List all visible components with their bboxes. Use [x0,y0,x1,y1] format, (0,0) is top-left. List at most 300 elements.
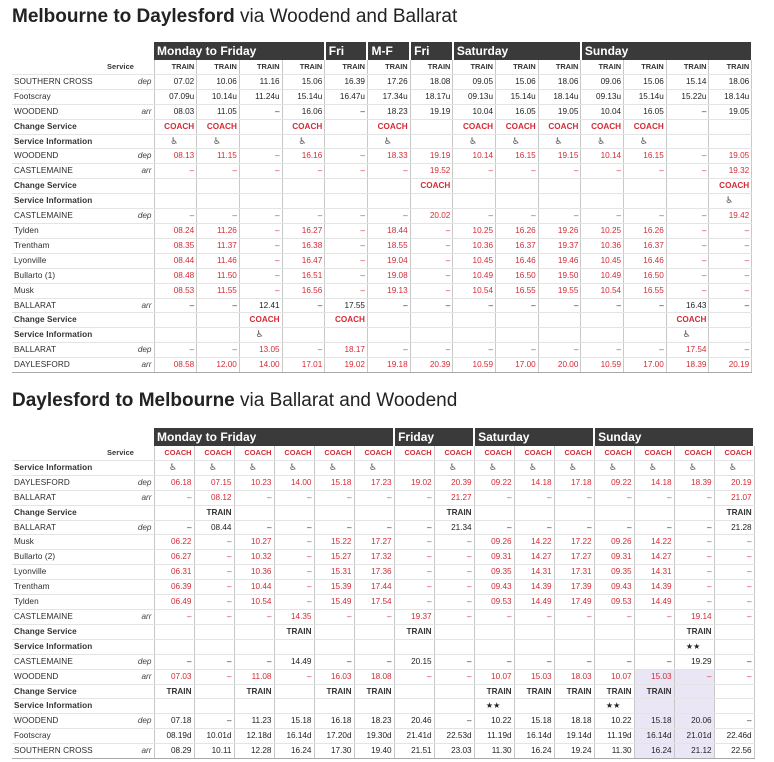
dep-arr-label [136,624,154,639]
time-cell: 17.32 [354,550,394,565]
time-cell: 18.39 [666,358,709,373]
service-info [709,328,752,343]
time-cell: – [624,164,667,179]
time-cell: – [714,669,754,684]
time-cell: 12.28 [234,744,274,759]
service-info [354,699,394,714]
time-cell: 08.48 [154,268,197,283]
time-cell: – [154,520,194,535]
stop-name: Service Information [12,699,136,714]
service-info [154,639,194,654]
stop-name: Bullarto (2) [12,550,136,565]
stop-name: BALLARAT [12,298,136,313]
change-service [709,119,752,134]
time-cell: 15.49 [314,595,354,610]
change-service: TRAIN [674,624,714,639]
time-cell: 22.56 [714,744,754,759]
time-cell: 17.36 [354,565,394,580]
wheelchair-accessible-icon: ♿ [282,134,325,149]
service-mode: TRAIN [325,60,368,74]
time-cell: 09.53 [474,595,514,610]
dep-arr-label [136,60,154,74]
change-service [194,624,234,639]
change-service [554,505,594,520]
timetable-row [12,179,752,194]
time-cell: 20.15 [394,654,434,669]
day-header: Sunday [594,428,754,446]
service-info [709,134,752,149]
stop-name: BALLARAT [12,343,136,358]
wheelchair-accessible-icon: ♿ [154,134,197,149]
time-cell: 18.17u [410,89,453,104]
dep-arr-label [136,639,154,654]
timetable-row [12,699,754,714]
time-cell: 16.26 [496,223,539,238]
service-info [496,328,539,343]
time-cell: – [581,343,624,358]
time-cell: – [674,580,714,595]
time-cell: 16.15 [624,149,667,164]
time-cell: 09.26 [474,535,514,550]
time-cell: 11.37 [197,238,240,253]
change-service: COACH [154,119,197,134]
time-cell: 08.24 [154,223,197,238]
time-cell: 10.59 [581,358,624,373]
timetable-row [12,89,752,104]
time-cell: – [594,654,634,669]
change-service [538,313,581,328]
day-header: Saturday [474,428,594,446]
service-mode: COACH [234,446,274,460]
time-cell: 16.27 [282,223,325,238]
stop-name: Service [12,446,136,460]
time-cell: 10.54 [453,283,496,298]
service-info [581,194,624,209]
stop-name: Service Information [12,328,136,343]
stop-name: WOODEND [12,669,136,684]
wheelchair-accessible-icon: ♿ [434,460,474,475]
time-cell: – [274,520,314,535]
time-cell: 11.05 [197,104,240,119]
service-info [274,639,314,654]
time-cell: – [194,550,234,565]
time-cell: – [314,609,354,624]
time-cell: 16.46 [624,253,667,268]
change-service [514,624,554,639]
time-cell: – [194,669,234,684]
time-cell: 10.49 [581,268,624,283]
time-cell: – [709,298,752,313]
change-service [496,313,539,328]
service-info [594,639,634,654]
time-cell: 15.27 [314,550,354,565]
service-mode: TRAIN [624,60,667,74]
change-service: TRAIN [594,684,634,699]
time-cell: 17.30 [314,744,354,759]
wheelchair-accessible-icon: ♿ [234,460,274,475]
time-cell: 14.49 [634,595,674,610]
time-cell: – [197,164,240,179]
time-cell: 17.27 [354,535,394,550]
time-cell: 17.55 [325,298,368,313]
change-service [154,179,197,194]
service-mode: COACH [274,446,314,460]
time-cell: 15.06 [282,74,325,89]
service-info [154,328,197,343]
time-cell: – [239,283,282,298]
time-cell: 08.03 [154,104,197,119]
time-cell: – [496,343,539,358]
dep-arr-label [136,565,154,580]
service-mode: TRAIN [367,60,410,74]
time-cell: 21.51 [394,744,434,759]
timetable-row [12,639,754,654]
stop-name: CASTLEMAINE [12,209,136,224]
service-mode: TRAIN [282,60,325,74]
time-cell: 18.03 [554,669,594,684]
time-cell: 19.26 [538,223,581,238]
timetable-row [12,729,754,744]
time-cell: 16.37 [496,238,539,253]
time-cell: – [354,520,394,535]
timetable-row [12,283,752,298]
time-cell: – [194,714,234,729]
service-info [514,639,554,654]
service-info [538,328,581,343]
day-header: M-F [367,42,410,60]
time-cell: 15.22u [666,89,709,104]
time-cell: – [194,595,234,610]
time-cell: 16.47 [282,253,325,268]
timetable-row [12,490,754,505]
stop-name: Change Service [12,684,136,699]
dep-arr-label: dep [136,343,154,358]
time-cell: 17.44 [354,580,394,595]
time-cell: 16.05 [624,104,667,119]
time-cell: 09.35 [594,565,634,580]
change-service [554,624,594,639]
service-info [394,699,434,714]
time-cell: – [194,565,234,580]
time-cell: – [282,164,325,179]
time-cell: 16.47u [325,89,368,104]
time-cell: – [239,149,282,164]
time-cell: 15.03 [514,669,554,684]
time-cell: – [666,283,709,298]
time-cell: 16.50 [624,268,667,283]
time-cell: 17.00 [624,358,667,373]
change-service [354,505,394,520]
stop-name: CASTLEMAINE [12,164,136,179]
service-mode: TRAIN [581,60,624,74]
time-cell: 15.14u [624,89,667,104]
time-cell: 10.45 [581,253,624,268]
service-info [634,639,674,654]
time-cell: – [434,535,474,550]
time-cell: – [434,654,474,669]
time-cell: – [634,609,674,624]
time-cell: 20.02 [410,209,453,224]
time-cell: 07.03 [154,669,194,684]
time-cell: – [367,164,410,179]
change-service: TRAIN [234,684,274,699]
timetable-row [12,550,754,565]
time-cell: – [234,654,274,669]
time-cell: – [274,669,314,684]
time-cell: 09.05 [453,74,496,89]
dep-arr-label [136,684,154,699]
service-info [154,194,197,209]
time-cell: 15.03 [634,669,674,684]
time-cell: 16.39 [325,74,368,89]
time-cell: 10.14u [197,89,240,104]
timetable-row [12,328,752,343]
time-cell: 07.09u [154,89,197,104]
time-cell: – [709,253,752,268]
time-cell: 19.19 [410,149,453,164]
change-service [154,505,194,520]
change-service: TRAIN [274,624,314,639]
time-cell: 16.14d [514,729,554,744]
time-cell: 10.25 [453,223,496,238]
time-cell: 09.06 [581,74,624,89]
service-info [282,328,325,343]
stop-name: CASTLEMAINE [12,654,136,669]
header-blank [12,42,154,60]
change-service [594,505,634,520]
timetable-row [12,60,752,74]
day-header: Friday [394,428,474,446]
table1-title-main: Melbourne to Daylesford [12,6,235,27]
time-cell: 14.22 [634,535,674,550]
time-cell: 18.08 [410,74,453,89]
time-cell: – [581,298,624,313]
wheelchair-accessible-icon: ♿ [514,460,554,475]
table2-title-main: Daylesford to Melbourne [12,390,235,411]
table1-title-via: via Woodend and Ballarat [234,6,458,27]
timetable-1 [12,42,753,373]
time-cell: – [367,209,410,224]
service-info [634,699,674,714]
time-cell: 15.22 [314,535,354,550]
service-mode: COACH [354,446,394,460]
time-cell: 10.07 [474,669,514,684]
change-service: COACH [239,313,282,328]
time-cell: – [325,149,368,164]
change-service [474,624,514,639]
time-cell: – [194,609,234,624]
time-cell: 11.19d [594,729,634,744]
time-cell: – [274,565,314,580]
change-service: COACH [538,119,581,134]
dep-arr-label [136,505,154,520]
service-mode: TRAIN [496,60,539,74]
time-cell: 14.31 [634,565,674,580]
time-cell: 14.27 [634,550,674,565]
time-cell: 16.55 [496,283,539,298]
time-cell: 19.13 [367,283,410,298]
wheelchair-accessible-icon: ♿ [453,134,496,149]
time-cell: – [714,565,754,580]
change-service [434,624,474,639]
dep-arr-label [136,283,154,298]
time-cell: 09.13u [453,89,496,104]
time-cell: – [274,490,314,505]
time-cell: 19.19 [410,104,453,119]
wheelchair-accessible-icon: ♿ [474,460,514,475]
service-info [410,328,453,343]
time-cell: – [674,550,714,565]
wheelchair-accessible-icon: ♿ [154,460,194,475]
stop-name: Lyonville [12,253,136,268]
change-service [666,179,709,194]
time-cell: – [394,520,434,535]
dep-arr-label [136,134,154,149]
timetable-row [12,104,752,119]
time-cell: – [325,268,368,283]
service-mode: TRAIN [239,60,282,74]
time-cell: 21.28 [714,520,754,535]
time-cell: 20.19 [709,358,752,373]
header-blank [12,428,154,446]
time-cell: – [594,520,634,535]
service-info [496,194,539,209]
timetable-row [12,149,752,164]
time-cell: 17.49 [554,595,594,610]
dep-arr-label: dep [136,654,154,669]
change-service [197,179,240,194]
stop-name: DAYLESFORD [12,475,136,490]
time-cell: 10.49 [453,268,496,283]
timetable-row [12,669,754,684]
timetable-row [12,134,752,149]
time-cell: 11.30 [594,744,634,759]
timetable-row [12,684,754,699]
time-cell: 15.31 [314,565,354,580]
change-service: COACH [496,119,539,134]
time-cell: – [314,490,354,505]
change-service: COACH [410,179,453,194]
time-cell: 10.01d [194,729,234,744]
wheelchair-accessible-icon: ♿ [709,194,752,209]
stop-name: Service Information [12,639,136,654]
time-cell: 21.07 [714,490,754,505]
timetable-row [12,624,754,639]
stop-name: Trentham [12,580,136,595]
time-cell: 18.18 [554,714,594,729]
time-cell: 19.02 [394,475,434,490]
timetable-row [12,119,752,134]
change-service [674,505,714,520]
time-cell: – [325,253,368,268]
time-cell: – [538,209,581,224]
time-cell: 22.46d [714,729,754,744]
stop-name: BALLARAT [12,520,136,535]
change-service: TRAIN [194,505,234,520]
time-cell: 21.34 [434,520,474,535]
time-cell: 08.13 [154,149,197,164]
stop-name: BALLARAT [12,490,136,505]
stop-name: Trentham [12,238,136,253]
service-mode: COACH [714,446,754,460]
time-cell: – [496,298,539,313]
wheelchair-accessible-icon: ♿ [714,460,754,475]
change-service [274,505,314,520]
time-cell: – [453,298,496,313]
time-cell: 14.39 [634,580,674,595]
timetable-row [12,313,752,328]
timetable-row [12,74,752,89]
time-cell: – [239,223,282,238]
time-cell: 16.14d [274,729,314,744]
stop-name: Tylden [12,223,136,238]
service-info [394,460,434,475]
time-cell: 23.03 [434,744,474,759]
service-mode: COACH [434,446,474,460]
change-service [154,313,197,328]
service-info [325,328,368,343]
time-cell: – [394,595,434,610]
time-cell: – [274,535,314,550]
stop-name: CASTLEMAINE [12,609,136,624]
time-cell: 06.49 [154,595,194,610]
time-cell: – [674,520,714,535]
time-cell: 06.27 [154,550,194,565]
time-cell: – [410,283,453,298]
dep-arr-label [136,580,154,595]
service-info [554,699,594,714]
time-cell: 19.14d [554,729,594,744]
time-cell: 11.46 [197,253,240,268]
time-cell: – [367,343,410,358]
time-cell: – [325,238,368,253]
time-cell: – [453,343,496,358]
time-cell: 10.36 [581,238,624,253]
time-cell: 10.36 [234,565,274,580]
timetable-row [12,714,754,729]
dep-arr-label [136,194,154,209]
time-cell: 14.00 [274,475,314,490]
time-cell: 09.53 [594,595,634,610]
time-cell: 15.06 [496,74,539,89]
time-cell: – [496,209,539,224]
service-info [410,134,453,149]
table2-title-via: via Ballarat and Woodend [234,390,458,411]
time-cell: – [410,343,453,358]
time-cell: 17.27 [554,550,594,565]
time-cell: – [709,238,752,253]
time-cell: 10.54 [581,283,624,298]
day-header: Monday to Friday [154,428,394,446]
day-header: Saturday [453,42,581,60]
time-cell: 14.22 [514,535,554,550]
time-cell: 19.50 [538,268,581,283]
service-mode: TRAIN [666,60,709,74]
time-cell: – [282,209,325,224]
time-cell: 19.30d [354,729,394,744]
time-cell: 19.29 [674,654,714,669]
time-cell: – [410,268,453,283]
time-cell: – [234,520,274,535]
time-cell: – [154,609,194,624]
stop-name: SOUTHERN CROSS [12,74,136,89]
service-info [674,699,714,714]
change-service [714,684,754,699]
change-service: COACH [282,119,325,134]
time-cell: 17.23 [354,475,394,490]
time-cell: 18.44 [367,223,410,238]
stop-name: Change Service [12,313,136,328]
